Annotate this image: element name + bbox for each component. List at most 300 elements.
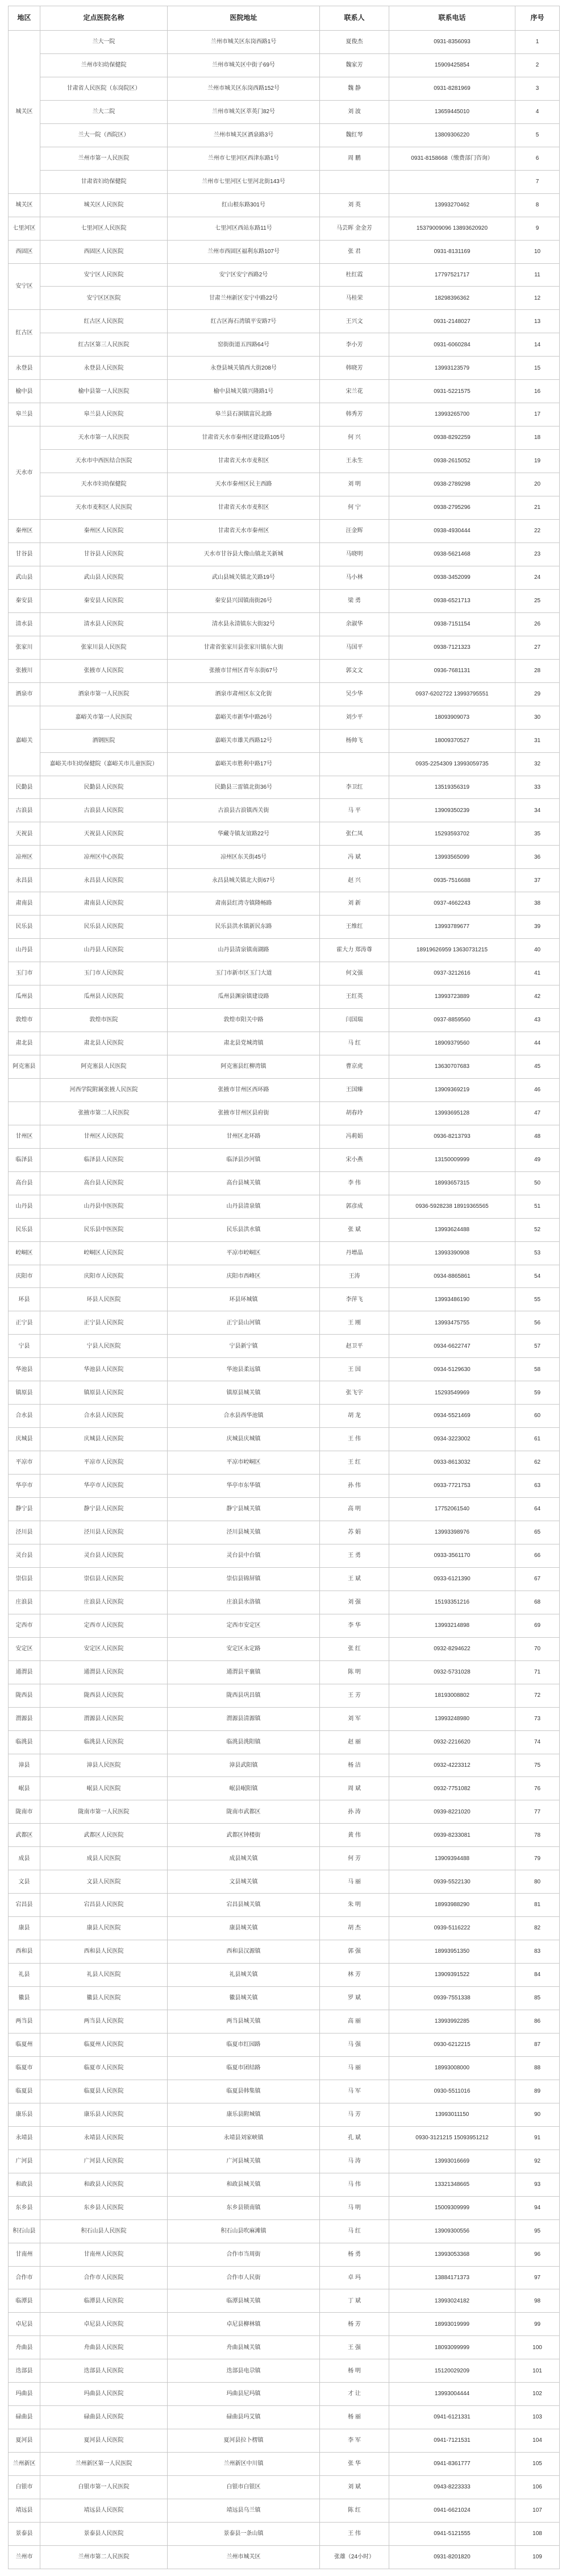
cell-hospital-address: 镇原县城关镇: [168, 1381, 320, 1405]
cell-serial-number: 18: [515, 426, 560, 450]
cell-contact-person: 马 平: [320, 799, 389, 822]
cell-hospital-address: 漳县武阳镇: [168, 1754, 320, 1777]
table-row: [9, 1009, 560, 1032]
cell-district: 两当县: [9, 2010, 40, 2034]
cell-hospital-address: 山丹县清泉镇南湖路: [168, 939, 320, 962]
cell-hospital-name: 古浪县人民医院: [40, 799, 168, 822]
table-row: [9, 1335, 560, 1358]
cell-contact-person: 韩秀芳: [320, 403, 389, 426]
cell-hospital-name: 静宁县人民医院: [40, 1498, 168, 1521]
cell-contact-person: 王 刚: [320, 1311, 389, 1335]
cell-contact-phone: 0930-6212215: [389, 2033, 515, 2056]
cell-contact-person: 霍大力 郑涛尊: [320, 939, 389, 962]
cell-hospital-address: 静宁县城关镇: [168, 1498, 320, 1521]
cell-hospital-name: 甘州区人民医院: [40, 1125, 168, 1148]
cell-serial-number: 42: [515, 985, 560, 1009]
cell-contact-person: 郭彦成: [320, 1195, 389, 1218]
cell-hospital-address: 泾川县城关镇: [168, 1521, 320, 1544]
cell-serial-number: 21: [515, 496, 560, 520]
cell-district: 张掖川: [9, 659, 40, 682]
cell-contact-person: 王 红: [320, 1451, 389, 1475]
cell-serial-number: 99: [515, 2313, 560, 2336]
table-row: [9, 1637, 560, 1660]
cell-district: 皋兰县: [9, 403, 40, 426]
cell-hospital-address: 临夏市红园路: [168, 2033, 320, 2056]
table-row: [9, 1894, 560, 1917]
cell-serial-number: 56: [515, 1311, 560, 1335]
cell-hospital-name: 兰大一院（西院区）: [40, 123, 168, 147]
cell-contact-phone: 18993951350: [389, 1940, 515, 1964]
cell-hospital-address: 合作市人民街: [168, 2266, 320, 2289]
cell-contact-phone: 13993011150: [389, 2103, 515, 2126]
cell-contact-phone: 13993004444: [389, 2383, 515, 2406]
table-row: [9, 1125, 560, 1148]
header-serial-number: 序号: [515, 6, 560, 31]
table-row: [9, 2056, 560, 2080]
cell-contact-phone: 0931-8281969: [389, 77, 515, 100]
cell-serial-number: 46: [515, 1078, 560, 1101]
cell-district: 临夏市: [9, 2056, 40, 2080]
cell-hospital-name: 永靖县人民医院: [40, 2126, 168, 2150]
cell-contact-person: 张飞宇: [320, 1381, 389, 1405]
table-row: [9, 1241, 560, 1265]
cell-hospital-name: 玛曲县人民医院: [40, 2383, 168, 2406]
cell-serial-number: 107: [515, 2499, 560, 2523]
cell-district: 兰州新区: [9, 2453, 40, 2476]
cell-district: 张家川: [9, 636, 40, 659]
cell-contact-person: 刘 明: [320, 473, 389, 496]
cell-district: 肃北县: [9, 1032, 40, 1055]
cell-contact-person: 张 华: [320, 2453, 389, 2476]
cell-hospital-name: 宕昌县人民医院: [40, 1894, 168, 1917]
cell-contact-person: 韩晓芳: [320, 357, 389, 380]
cell-contact-phone: 18909379560: [389, 1032, 515, 1055]
cell-serial-number: 74: [515, 1730, 560, 1754]
table-row: [9, 2219, 560, 2243]
cell-hospital-name: 甘肃省妇幼保健院: [40, 170, 168, 193]
cell-district: 民乐县: [9, 916, 40, 939]
table-row: [9, 333, 560, 357]
cell-contact-phone: 0931-6060284: [389, 333, 515, 357]
cell-hospital-address: 陇南市武都区: [168, 1800, 320, 1824]
cell-contact-phone: 0932-4223312: [389, 1754, 515, 1777]
cell-district: 文县: [9, 1870, 40, 1894]
cell-district: 武山县: [9, 566, 40, 589]
cell-hospital-address: 文县城关镇: [168, 1870, 320, 1894]
cell-hospital-name: 临夏市人民医院: [40, 2056, 168, 2080]
cell-hospital-name: 凉州区中心医院: [40, 846, 168, 869]
cell-district: 东乡县: [9, 2196, 40, 2219]
cell-hospital-address: 嘉峪关市新华中路26号: [168, 706, 320, 729]
cell-hospital-name: 高台县人民医院: [40, 1171, 168, 1195]
cell-district: 临夏州: [9, 2033, 40, 2056]
cell-serial-number: 28: [515, 659, 560, 682]
cell-hospital-address: 清水县永清镇东大街32号: [168, 612, 320, 636]
cell-contact-phone: 13993486190: [389, 1288, 515, 1311]
cell-hospital-name: 环县人民医院: [40, 1288, 168, 1311]
cell-serial-number: 49: [515, 1148, 560, 1171]
header-district: 地区: [9, 6, 40, 31]
cell-contact-person: 张 君: [320, 240, 389, 263]
cell-contact-person: 何 芳: [320, 1847, 389, 1870]
cell-hospital-address: 皋兰县石洞镇富民北路: [168, 403, 320, 426]
cell-contact-phone: 15009309999: [389, 2196, 515, 2219]
cell-district: 永登县: [9, 357, 40, 380]
cell-contact-phone: 17752061540: [389, 1498, 515, 1521]
table-row: [9, 2336, 560, 2359]
cell-serial-number: 32: [515, 752, 560, 776]
cell-contact-person: 王维红: [320, 916, 389, 939]
cell-hospital-name: 临潭县人民医院: [40, 2289, 168, 2313]
cell-contact-phone: 0938-2615052: [389, 450, 515, 473]
cell-serial-number: 80: [515, 1870, 560, 1894]
cell-hospital-address: 永靖县刘家峡镇: [168, 2126, 320, 2150]
cell-contact-phone: 13993624488: [389, 1218, 515, 1241]
table-row: [9, 1591, 560, 1614]
cell-hospital-name: 靖远县人民医院: [40, 2499, 168, 2523]
cell-hospital-name: 漳县人民医院: [40, 1754, 168, 1777]
cell-district: 天水市: [9, 426, 40, 520]
cell-hospital-name: 临泽县人民医院: [40, 1148, 168, 1171]
cell-hospital-name: 礼县人民医院: [40, 1964, 168, 1987]
cell-serial-number: 35: [515, 822, 560, 846]
cell-contact-phone: 15379009096 13893620920: [389, 217, 515, 240]
cell-contact-phone: 0931-8158668（缴费部门咨询）: [389, 147, 515, 170]
table-row: [9, 776, 560, 799]
cell-hospital-name: 积石山县人民医院: [40, 2219, 168, 2243]
cell-serial-number: 3: [515, 77, 560, 100]
cell-hospital-address: 永昌县城关镇北大街67号: [168, 869, 320, 892]
cell-hospital-name: 临夏州人民医院: [40, 2033, 168, 2056]
cell-contact-person: 马国平: [320, 636, 389, 659]
cell-hospital-name: 岷县人民医院: [40, 1777, 168, 1800]
cell-hospital-address: 积石山县吹麻滩镇: [168, 2219, 320, 2243]
cell-contact-person: 张 红: [320, 1637, 389, 1660]
cell-district: 岷县: [9, 1777, 40, 1800]
cell-hospital-address: 甘肃省张家川县张家川镇东大街: [168, 636, 320, 659]
cell-contact-person: 闫国瑞: [320, 1009, 389, 1032]
cell-hospital-address: 合作市当周街: [168, 2243, 320, 2266]
cell-serial-number: 10: [515, 240, 560, 263]
cell-hospital-address: 敦煌市阳关中路: [168, 1009, 320, 1032]
table-row: [9, 496, 560, 520]
cell-serial-number: 23: [515, 542, 560, 566]
cell-serial-number: 48: [515, 1125, 560, 1148]
cell-contact-person: 何 兴: [320, 426, 389, 450]
table-row: [9, 450, 560, 473]
cell-serial-number: 7: [515, 170, 560, 193]
cell-district: [9, 1101, 40, 1125]
cell-contact-person: 林 芳: [320, 1964, 389, 1987]
cell-hospital-address: 张掖市甘州区县府街: [168, 1101, 320, 1125]
cell-hospital-name: 永昌县人民医院: [40, 869, 168, 892]
table-row: [9, 1078, 560, 1101]
cell-district: 庆城县: [9, 1428, 40, 1451]
cell-district: 和政县: [9, 2173, 40, 2196]
cell-serial-number: 57: [515, 1335, 560, 1358]
cell-contact-phone: 0938-8292259: [389, 426, 515, 450]
cell-serial-number: 75: [515, 1754, 560, 1777]
cell-hospital-address: 成县城关镇: [168, 1847, 320, 1870]
cell-hospital-address: 康县城关镇: [168, 1917, 320, 1940]
table-row: [9, 985, 560, 1009]
cell-contact-phone: 13993992285: [389, 2010, 515, 2034]
cell-contact-person: 陈 红: [320, 2499, 389, 2523]
cell-contact-person: 孔 斌: [320, 2126, 389, 2150]
cell-contact-person: 李小芳: [320, 333, 389, 357]
cell-hospital-name: 兰州市第一人民医院: [40, 147, 168, 170]
cell-contact-phone: 0938-2795296: [389, 496, 515, 520]
cell-serial-number: 12: [515, 287, 560, 310]
cell-serial-number: 64: [515, 1498, 560, 1521]
cell-hospital-address: 玛曲县尼玛镇: [168, 2383, 320, 2406]
cell-hospital-address: 景泰县一条山镇: [168, 2522, 320, 2545]
cell-hospital-address: 甘肃省天水市秦州区建设路105号: [168, 426, 320, 450]
cell-district: 瓜州县: [9, 985, 40, 1009]
cell-hospital-name: 卓尼县人民医院: [40, 2313, 168, 2336]
cell-contact-person: 王 伟: [320, 2522, 389, 2545]
cell-hospital-name: 临夏县人民医院: [40, 2080, 168, 2103]
cell-contact-phone: 18193008802: [389, 1684, 515, 1707]
cell-contact-person: 马 丽: [320, 1870, 389, 1894]
table-row: [9, 1428, 560, 1451]
cell-district: 定西市: [9, 1614, 40, 1637]
cell-serial-number: 25: [515, 589, 560, 612]
table-row: [9, 1730, 560, 1754]
cell-hospital-address: 灵台县中台镇: [168, 1544, 320, 1567]
cell-contact-person: 马 红: [320, 2219, 389, 2243]
cell-district: 民乐县: [9, 1218, 40, 1241]
cell-hospital-name: 景泰县人民医院: [40, 2522, 168, 2545]
cell-hospital-address: 安宁区安宁西路2号: [168, 263, 320, 287]
cell-contact-phone: 0932-7751082: [389, 1777, 515, 1800]
cell-serial-number: 94: [515, 2196, 560, 2219]
cell-hospital-name: 安宁区区医院: [40, 287, 168, 310]
cell-contact-person: 丁 斌: [320, 2289, 389, 2313]
table-row: [9, 2313, 560, 2336]
table-row: [9, 380, 560, 403]
cell-serial-number: 79: [515, 1847, 560, 1870]
table-row: [9, 77, 560, 100]
cell-hospital-name: 白银市第一人民医院: [40, 2476, 168, 2499]
cell-contact-person: 周 鹏: [320, 147, 389, 170]
cell-serial-number: 53: [515, 1241, 560, 1265]
cell-contact-person: 马 涛: [320, 2150, 389, 2173]
cell-hospital-name: 肃北县人民医院: [40, 1032, 168, 1055]
cell-hospital-address: 兰州市城关区酒泉路3号: [168, 123, 320, 147]
cell-hospital-name: 华亭市人民医院: [40, 1475, 168, 1498]
cell-hospital-name: 山丹县人民医院: [40, 939, 168, 962]
cell-hospital-address: 酒泉市肃州区东文化街: [168, 682, 320, 706]
cell-hospital-address: 兰州新区中川镇: [168, 2453, 320, 2476]
cell-contact-phone: 0938-2789298: [389, 473, 515, 496]
cell-contact-phone: 0941-5121555: [389, 2522, 515, 2545]
cell-district: 兰州市: [9, 2545, 40, 2569]
cell-serial-number: 98: [515, 2289, 560, 2313]
cell-serial-number: 103: [515, 2406, 560, 2429]
cell-hospital-name: 两当县人民医院: [40, 2010, 168, 2034]
table-row: [9, 846, 560, 869]
cell-district: 夏河县: [9, 2429, 40, 2453]
cell-serial-number: 61: [515, 1428, 560, 1451]
table-row: [9, 589, 560, 612]
cell-hospital-address: 广河县城关镇: [168, 2150, 320, 2173]
cell-contact-phone: 0933-6121390: [389, 1567, 515, 1591]
cell-hospital-address: 正宁县山河镇: [168, 1311, 320, 1335]
cell-contact-person: 马 强: [320, 2033, 389, 2056]
cell-hospital-name: 宁县人民医院: [40, 1335, 168, 1358]
cell-serial-number: 108: [515, 2522, 560, 2545]
cell-serial-number: 27: [515, 636, 560, 659]
cell-contact-person: 刘少平: [320, 706, 389, 729]
cell-district: 白银市: [9, 2476, 40, 2499]
cell-serial-number: 66: [515, 1544, 560, 1567]
cell-hospital-name: 甘谷县人民医院: [40, 542, 168, 566]
cell-district: 西固区: [9, 240, 40, 263]
cell-contact-person: 何 宁: [320, 496, 389, 520]
cell-contact-person: 刘 军: [320, 1707, 389, 1730]
table-row: [9, 799, 560, 822]
cell-contact-phone: 0934-5521469: [389, 1405, 515, 1428]
cell-hospital-name: 天水市第一人民医院: [40, 426, 168, 450]
cell-hospital-address: 华池县柔远镇: [168, 1358, 320, 1381]
cell-contact-person: 王涛: [320, 1265, 389, 1288]
cell-hospital-address: 七里河区西站东路11号: [168, 217, 320, 240]
cell-contact-phone: 13909350239: [389, 799, 515, 822]
cell-contact-phone: 0931-5221575: [389, 380, 515, 403]
table-row: [9, 2103, 560, 2126]
cell-contact-phone: 0933-8613032: [389, 1451, 515, 1475]
cell-hospital-address: 徽县城关镇: [168, 1987, 320, 2010]
cell-serial-number: 78: [515, 1824, 560, 1847]
cell-serial-number: 84: [515, 1964, 560, 1987]
cell-hospital-address: 华藏寺镇友谊路22号: [168, 822, 320, 846]
cell-district: 七里河区: [9, 217, 40, 240]
table-row: [9, 1964, 560, 1987]
cell-hospital-name: 嘉峪关市妇幼保健院（嘉峪关市儿童医院）: [40, 752, 168, 776]
cell-contact-phone: 0934-8865861: [389, 1265, 515, 1288]
cell-contact-phone: 13993565099: [389, 846, 515, 869]
cell-contact-phone: 13993016669: [389, 2150, 515, 2173]
cell-serial-number: 60: [515, 1405, 560, 1428]
cell-hospital-address: 凉州区东关街45号: [168, 846, 320, 869]
cell-contact-person: 马 明: [320, 2196, 389, 2219]
table-row: [9, 729, 560, 752]
cell-contact-phone: 0939-8221020: [389, 1800, 515, 1824]
cell-hospital-address: 卓尼县柳林镇: [168, 2313, 320, 2336]
cell-serial-number: 81: [515, 1894, 560, 1917]
cell-serial-number: 41: [515, 962, 560, 985]
cell-contact-phone: 0936-8213793: [389, 1125, 515, 1148]
cell-serial-number: 86: [515, 2010, 560, 2034]
cell-contact-person: 郭 强: [320, 1940, 389, 1964]
cell-contact-person: 胡春玲: [320, 1101, 389, 1125]
cell-contact-phone: 0931-8131169: [389, 240, 515, 263]
cell-hospital-name: 康乐县人民医院: [40, 2103, 168, 2126]
cell-serial-number: 55: [515, 1288, 560, 1311]
cell-contact-phone: 18298396362: [389, 287, 515, 310]
cell-serial-number: 63: [515, 1475, 560, 1498]
cell-serial-number: 62: [515, 1451, 560, 1475]
cell-district: 平凉市: [9, 1451, 40, 1475]
table-row: [9, 1824, 560, 1847]
cell-hospital-address: 通渭县平襄镇: [168, 1660, 320, 1684]
cell-contact-person: 孙 伟: [320, 1475, 389, 1498]
cell-district: 泾川县: [9, 1521, 40, 1544]
cell-hospital-name: 城关区人民医院: [40, 193, 168, 217]
cell-serial-number: 1: [515, 31, 560, 54]
cell-district: 合水县: [9, 1405, 40, 1428]
cell-contact-phone: 18093909073: [389, 706, 515, 729]
table-row: [9, 426, 560, 450]
cell-serial-number: 45: [515, 1055, 560, 1078]
cell-hospital-address: 夏河县拉卜楞镇: [168, 2429, 320, 2453]
cell-district: 民勤县: [9, 776, 40, 799]
cell-contact-person: 马 丽: [320, 2056, 389, 2080]
cell-serial-number: 26: [515, 612, 560, 636]
cell-serial-number: 70: [515, 1637, 560, 1660]
cell-contact-phone: 0939-5116222: [389, 1917, 515, 1940]
cell-contact-phone: 0939-7551338: [389, 1987, 515, 2010]
cell-district: 临泽县: [9, 1148, 40, 1171]
cell-hospital-name: 安定区人民医院: [40, 1637, 168, 1660]
cell-hospital-name: 甘肃省人民医院（东岗院区）: [40, 77, 168, 100]
table-row: [9, 1311, 560, 1335]
header-hospital-name: 定点医院名称: [40, 6, 168, 31]
cell-contact-phone: 0941-6621024: [389, 2499, 515, 2523]
cell-hospital-name: 广河县人民医院: [40, 2150, 168, 2173]
cell-district: 环县: [9, 1288, 40, 1311]
cell-hospital-address: 渭源县清源镇: [168, 1707, 320, 1730]
table-row: [9, 1870, 560, 1894]
cell-contact-person: 苏 娟: [320, 1521, 389, 1544]
cell-contact-person: 何文强: [320, 962, 389, 985]
cell-serial-number: 77: [515, 1800, 560, 1824]
cell-hospital-address: 秦安县兴国镇南街26号: [168, 589, 320, 612]
table-body: [9, 31, 560, 2569]
cell-hospital-name: 肃南县人民医院: [40, 892, 168, 916]
cell-hospital-address: 白银市白银区: [168, 2476, 320, 2499]
table-row: [9, 1451, 560, 1475]
table-row: [9, 2406, 560, 2429]
cell-serial-number: 43: [515, 1009, 560, 1032]
cell-hospital-name: 嘉峪关市第一人民医院: [40, 706, 168, 729]
cell-contact-phone: 18919626959 13630731215: [389, 939, 515, 962]
cell-district: 徽县: [9, 1987, 40, 2010]
table-row: [9, 2476, 560, 2499]
table-row: [9, 636, 560, 659]
cell-serial-number: 88: [515, 2056, 560, 2080]
cell-contact-phone: 0932-2216620: [389, 1730, 515, 1754]
table-row: [9, 1660, 560, 1684]
cell-contact-phone: 0931-8356093: [389, 31, 515, 54]
cell-district: 合作市: [9, 2266, 40, 2289]
table-row: [9, 1544, 560, 1567]
cell-hospital-name: 兰州市第二人民医院: [40, 2545, 168, 2569]
cell-hospital-address: 民勤县三雷镇北街36号: [168, 776, 320, 799]
cell-contact-person: 王兴文: [320, 310, 389, 333]
cell-district: 迭部县: [9, 2359, 40, 2383]
cell-hospital-address: 两当县城关镇: [168, 2010, 320, 2034]
cell-contact-person: 刘 新: [320, 892, 389, 916]
cell-district: 永靖县: [9, 2126, 40, 2150]
cell-hospital-address: 临潭县城关镇: [168, 2289, 320, 2313]
cell-serial-number: 106: [515, 2476, 560, 2499]
hospital-table: [8, 6, 560, 2569]
cell-hospital-name: 夏河县人民医院: [40, 2429, 168, 2453]
cell-contact-phone: 0941-8361777: [389, 2453, 515, 2476]
cell-contact-phone: 18009370527: [389, 729, 515, 752]
